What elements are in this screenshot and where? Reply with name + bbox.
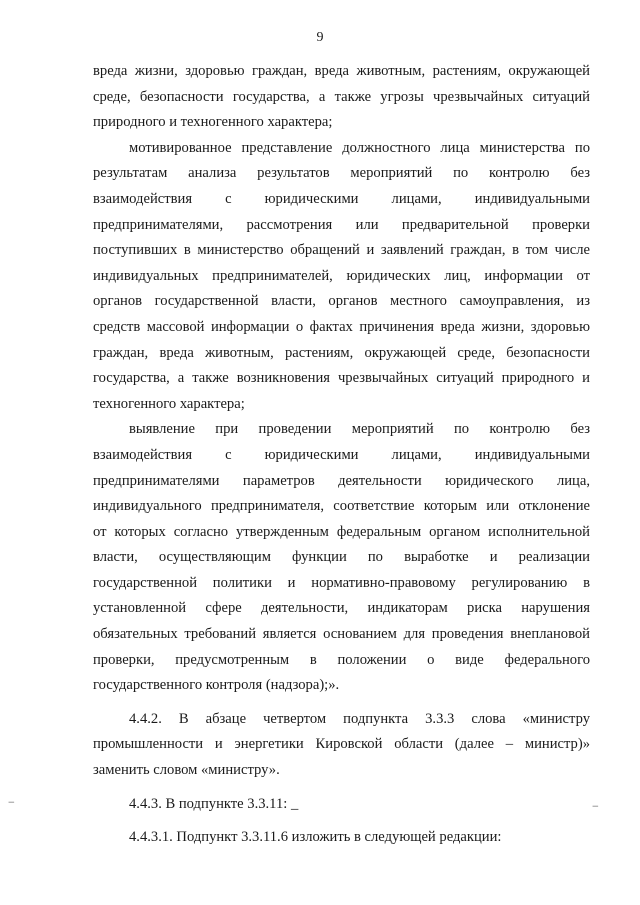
text-line: индивидуального предпринимателя, соответствие которым или отклонение [93,498,590,515]
text-line: власти, осуществляющим функции по выработке и реализации [93,549,590,566]
paragraph-detection [93,417,590,699]
text-line: граждан, вреда животным, растениям, окружающей среде, безопасности [93,344,590,361]
text-line: техногенного характера; [93,395,245,412]
text-line: установленной сфере деятельности, индикаторам риска нарушения [93,600,590,617]
text-line: 4.4.3.1. Подпункт 3.3.11.6 изложить в следующей редакции: [129,829,502,846]
paragraph-motivated-representation [93,136,590,418]
text-line: выявление при проведении мероприятий по контролю без [129,421,590,438]
text-line: промышленности и энергетики Кировской области (далее – министр)» [93,736,590,753]
text-line: предпринимателями параметров деятельности юридического лица, [93,472,590,489]
paragraph-4-4-3-1 [93,825,590,851]
text-line: 4.4.3. В подпункте 3.3.11: _ [129,795,299,812]
text-line: индивидуальных предпринимателей, юридических лиц, информации от [93,267,590,284]
page-number: 9 [316,30,324,45]
margin-mark-right: − [592,799,599,813]
text-line: государственной политики и нормативно-правовому регулированию в [93,574,590,591]
text-line: 4.4.2. В абзаце четвертом подпункта 3.3.3 слова «министру [129,710,590,727]
text-line: поступивших в министерство обращений и заявлений граждан, в том числе [93,242,590,259]
text-line: вреда жизни, здоровью граждан, вреда животным, растениям, окружающей [93,63,590,79]
text-line: органов государственной власти, органов местного самоуправления, из [93,293,590,310]
text-line: мотивированное представление должностного лица министерства по [129,139,590,156]
text-line: среде, безопасности государства, а также угрозы чрезвычайных ситуаций [93,88,590,105]
paragraph-4-4-3 [93,792,590,818]
text-line: средств массовой информации о фактах причинения вреда жизни, здоровью [93,318,590,335]
text-line: заменить словом «министру». [93,762,280,779]
text-line: от которых согласно утвержденным федеральным органом исполнительной [93,523,590,540]
text-line: проверки, предусмотренным в положении о виде федерального [93,651,590,668]
body-text [93,59,590,851]
paragraph-continuation [93,59,590,136]
text-line: обязательных требований является основанием для проведения внеплановой [93,626,590,643]
text-line: взаимодействия с юридическими лицами, индивидуальными [93,446,590,463]
text-line: взаимодействия с юридическими лицами, индивидуальными [93,190,590,207]
text-line: природного и техногенного характера; [93,114,333,131]
text-line: результатам анализа результатов мероприятий по контролю без [93,165,590,182]
margin-mark-left: − [8,795,15,809]
text-line: предпринимателями, рассмотрения или предварительной проверки [93,216,590,233]
paragraph-4-4-2 [93,707,590,784]
text-line: государства, а также возникновения чрезвычайных ситуаций природного и [93,370,590,387]
text-line: государственного контроля (надзора);». [93,677,340,694]
